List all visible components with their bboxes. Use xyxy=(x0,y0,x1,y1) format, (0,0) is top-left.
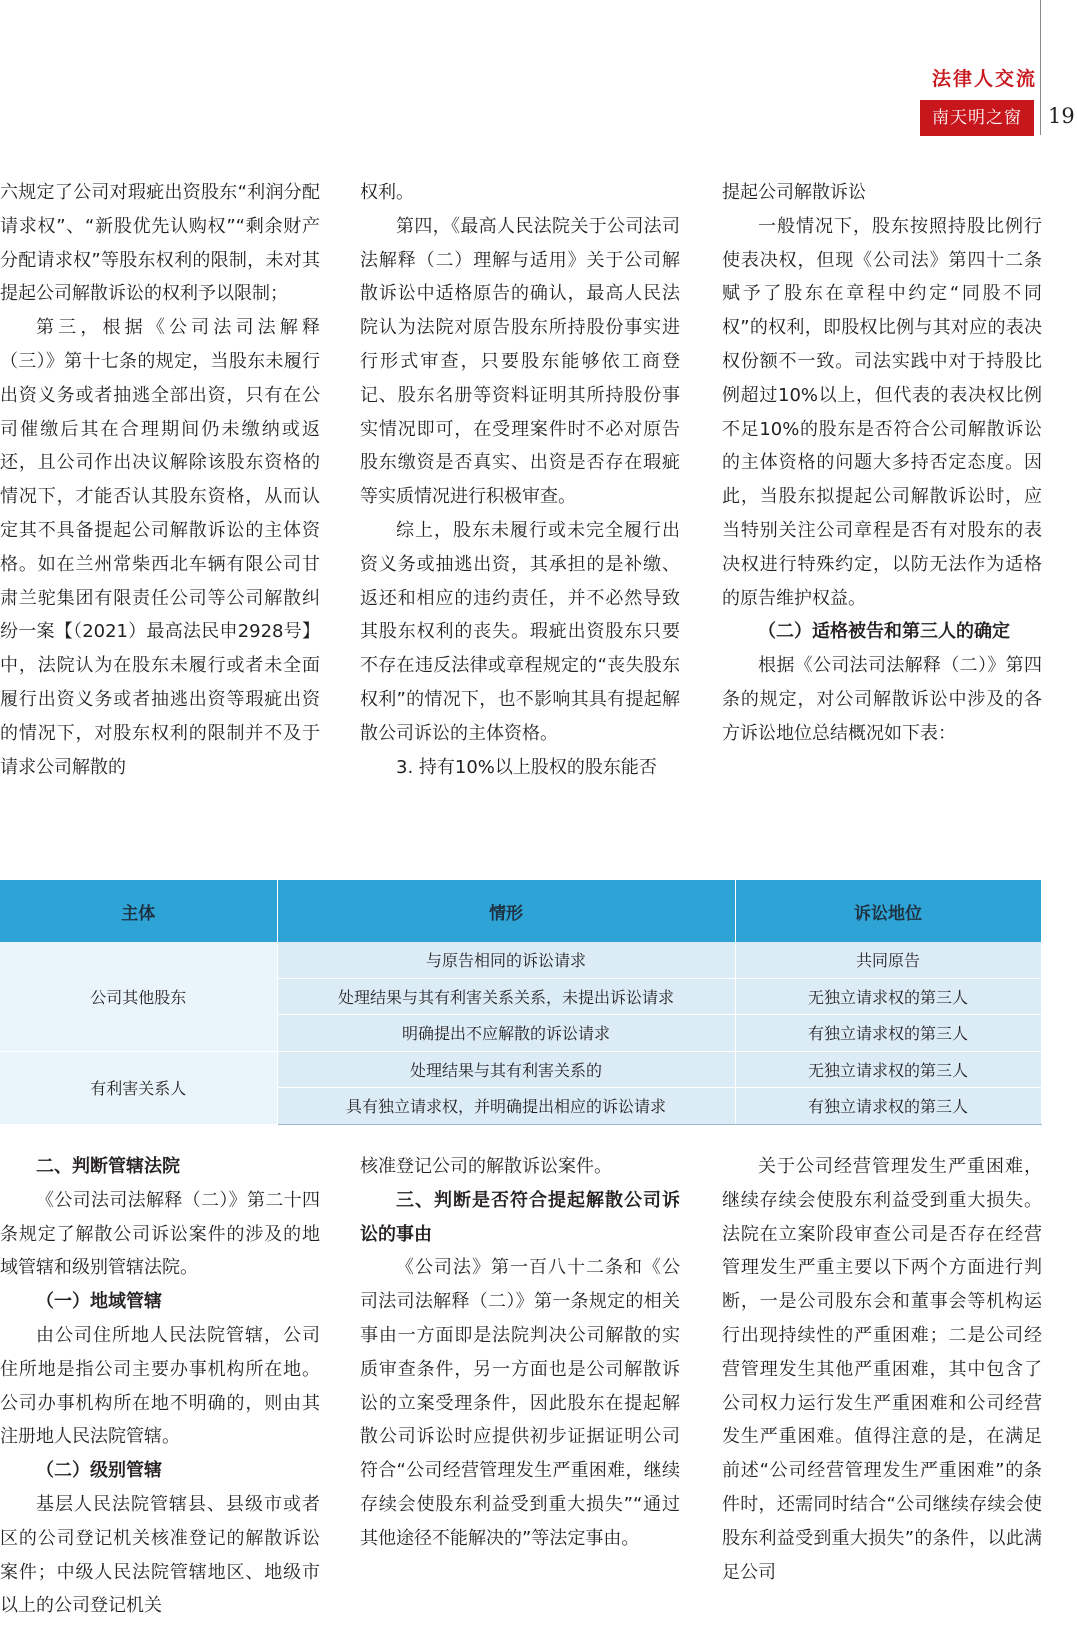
paragraph: 《公司法司法解释（二）》第二十四条规定了解散公司诉讼案件的涉及的地域管辖和级别管辖法院。 xyxy=(0,1189,320,1279)
heading: 三、判断是否符合提起解散公司诉讼的事由 xyxy=(360,1189,680,1245)
paragraph: 一般情况下，股东按照持股比例行使表决权，但现《公司法》第四十二条赋予了股东在章程中约定“同股不同权”的权利，即股权比例与其对应的表决权份额不一致。司法实践中对于持股比例超过10%以上，但代表的表决权比例不足10%的股东是否符合公司解散诉讼的主体资格的问题大多持否定态度。因此，当股东拟提起公司解散诉讼时，应当特别关注公司章程是否有对股东的表决权进行特殊约定，以防无法作为适格的原告维护权益。 xyxy=(722,215,1042,609)
table-cell: 与原告相同的诉讼请求 xyxy=(277,942,735,978)
table-cell: 无独立请求权的第三人 xyxy=(735,1051,1041,1088)
paragraph: 权利。 xyxy=(360,182,414,203)
table-row xyxy=(0,942,1041,978)
table-cell: 有独立请求权的第三人 xyxy=(735,1015,1041,1052)
section-title: 法律人交流 xyxy=(931,68,1037,90)
paragraph: 第四，《最高人民法院关于公司法司法解释（二）理解与适用》关于公司解散诉讼中适格原告的确认，最高人民法院认为法院对原告股东所持股份事实进行形式审查，只要股东能够依工商登记、股东名册等资料证明其所持股份事实情况即可，在受理案件时不必对原告股东缴资是否真实、出资是否存在瑕疵等实质情况进行积极审查。 xyxy=(360,215,680,508)
table-row xyxy=(0,1051,1041,1088)
paragraph: 由公司住所地人民法院管辖，公司住所地是指公司主要办事机构所在地。公司办事机构所在地不明确的，则由其注册地人民法院管辖。 xyxy=(0,1324,320,1448)
paragraph: 六规定了公司对瑕疵出资股东“利润分配请求权”、“新股优先认购权”“剩余财产分配请求权”等股东权利的限制，未对其提起公司解散诉讼的权利予以限制； xyxy=(0,182,320,305)
table-cell: 处理结果与其有利害关系关系，未提出诉讼请求 xyxy=(277,978,735,1015)
header-rule xyxy=(1040,0,1041,135)
upper-column-2 xyxy=(360,176,680,784)
table-cell: 具有独立请求权，并明确提出相应的诉讼请求 xyxy=(277,1088,735,1125)
table-header: 诉讼地位 xyxy=(735,880,1041,942)
heading: 二、判断管辖法院 xyxy=(36,1156,180,1177)
paragraph: 《公司法》第一百八十二条和《公司法司法解释（二）》第一条规定的相关事由一方面即是法院判决公司解散的实质审查条件，另一方面也是公司解散诉讼的立案受理条件，因此股东在提起解散公司诉讼时应提供初步证据证明公司符合“公司经营管理发生严重困难，继续存续会使股东利益受到重大损失”“通过其他途径不能解决的”等法定事由。 xyxy=(360,1257,680,1549)
table-cell: 有独立请求权的第三人 xyxy=(735,1088,1041,1125)
table-header: 情形 xyxy=(277,880,735,942)
subheading: 提起公司解散诉讼 xyxy=(722,182,866,203)
column-tag: 南天明之窗 xyxy=(920,100,1034,136)
paragraph: 根据《公司法司法解释（二）》第四条的规定，对公司解散诉讼中涉及的各方诉讼地位总结概况如下表： xyxy=(722,655,1042,744)
table-cell: 无独立请求权的第三人 xyxy=(735,978,1041,1015)
paragraph: 综上，股东未履行或未完全履行出资义务或抽逃出资，其承担的是补缴、返还和相应的违约责任，并不必然导致其股东权利的丧失。瑕疵出资股东只要不存在违反法律或章程规定的“丧失股东权利”的情况下，也不影响其具有提起解散公司诉讼的主体资格。 xyxy=(360,519,680,744)
table-cell-subject: 有利害关系人 xyxy=(0,1051,277,1124)
subheading: （二）适格被告和第三人的确定 xyxy=(758,621,1010,643)
paragraph: 第三，根据《公司法司法解释（三）》第十七条的规定，当股东未履行出资义务或者抽逃全部出资，只有在公司催缴后其在合理期间仍未缴纳或返还，且公司作出决议解除该股东资格的情况下，才能否认其股东资格，从而认定其不具备提起公司解散诉讼的主体资格。如在兰州常柴西北车辆有限公司甘肃兰驼集团有限责任公司等公司解散纠纷一案【（2021）最高法民申2928号】中，法院认为在股东未履行或者未全面履行出资义务或者抽逃出资等瑕疵出资的情况下，对股东权利的限制并不及于请求公司解散的 xyxy=(0,317,320,778)
subheading: （二）级别管辖 xyxy=(36,1460,162,1482)
table-cell: 明确提出不应解散的诉讼请求 xyxy=(277,1015,735,1052)
lower-column-3 xyxy=(722,1150,1042,1589)
paragraph: 核准登记公司的解散诉讼案件。 xyxy=(360,1156,612,1177)
lower-column-2 xyxy=(360,1150,680,1556)
subheading: （一）地域管辖 xyxy=(36,1291,162,1313)
table-header: 主体 xyxy=(0,880,277,942)
table-header-row xyxy=(0,880,1041,942)
litigation-status-table xyxy=(0,880,1042,1125)
paragraph: 关于公司经营管理发生严重困难，继续存续会使股东利益受到重大损失。法院在立案阶段审查公司是否存在经营管理发生严重主要以下两个方面进行判断，一是公司股东会和董事会等机构运行出现持续性的严重困难；二是公司经营管理发生其他严重困难，其中包含了公司权力运行发生严重困难和公司经营发生严重困难。值得注意的是，在满足前述“公司经营管理发生严重困难”的条件时，还需同时结合“公司继续存续会使股东利益受到重大损失”的条件，以此满足公司 xyxy=(722,1156,1042,1583)
page-number: 19 xyxy=(1048,104,1075,128)
upper-column-1 xyxy=(0,176,320,784)
table-cell-subject: 公司其他股东 xyxy=(0,942,277,1051)
subheading: 3. 持有10%以上股权的股东能否 xyxy=(396,756,657,778)
upper-column-3 xyxy=(722,176,1042,751)
lower-column-1 xyxy=(0,1150,320,1623)
table-cell: 共同原告 xyxy=(735,942,1041,978)
table-cell: 处理结果与其有利害关系的 xyxy=(277,1051,735,1088)
paragraph: 基层人民法院管辖县、县级市或者区的公司登记机关核准登记的解散诉讼案件；中级人民法院管辖地区、地级市以上的公司登记机关 xyxy=(0,1493,320,1617)
